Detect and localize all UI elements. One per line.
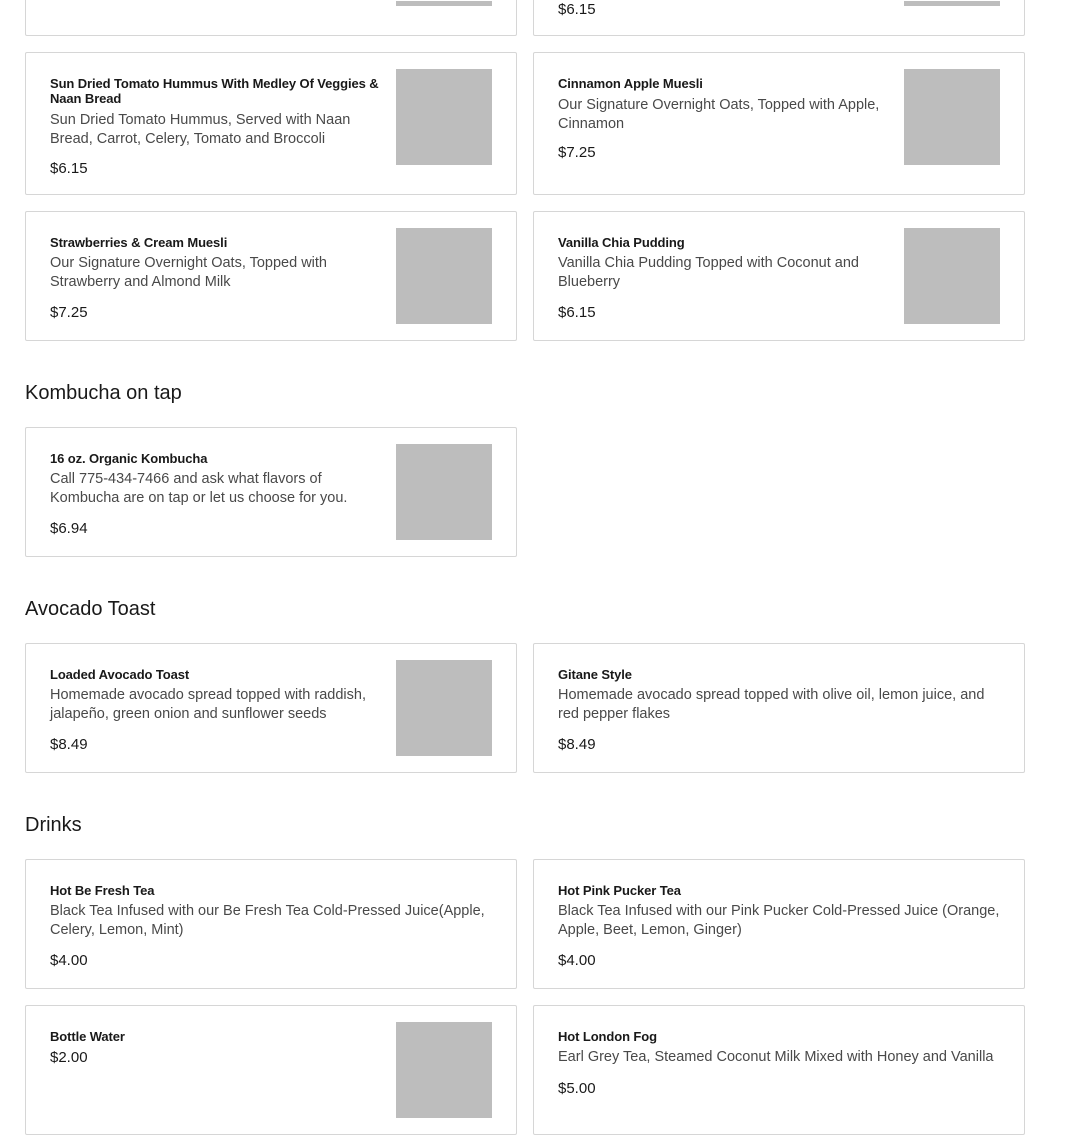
item-description: Homemade avocado spread topped with olive oil, lemon juice, and red pepper flakes: [558, 687, 985, 722]
menu-item-card[interactable]: [25, 643, 517, 773]
menu-item-card[interactable]: [25, 1005, 517, 1135]
item-description: Earl Grey Tea, Steamed Coconut Milk Mixed with Honey and Vanilla: [558, 1049, 994, 1065]
item-description: Black Tea Infused with our Be Fresh Tea Cold-Pressed Juice(Apple, Celery, Lemon, Mint): [50, 903, 485, 938]
item-image: [396, 1, 492, 6]
section-title-avocado-toast: Avocado Toast: [25, 598, 156, 620]
item-price: $6.94: [50, 520, 88, 537]
item-name: Hot Pink Pucker Tea: [558, 883, 681, 898]
menu-item-card[interactable]: [533, 643, 1025, 773]
item-image: [396, 1022, 492, 1118]
menu-item-card[interactable]: [533, 52, 1025, 195]
section-title-kombucha: Kombucha on tap: [25, 382, 182, 404]
item-price: $5.00: [558, 1080, 596, 1097]
item-image: [904, 228, 1000, 324]
item-price: $4.00: [558, 952, 596, 969]
item-image: [396, 228, 492, 324]
item-price: $8.49: [558, 736, 596, 753]
item-price: $6.15: [558, 304, 596, 321]
item-price: $7.25: [558, 144, 596, 161]
menu-item-card[interactable]: [25, 52, 517, 195]
item-description: Our Signature Overnight Oats, Topped with Apple, Cinnamon: [558, 97, 880, 132]
item-description: Sun Dried Tomato Hummus, Served with Naan Bread, Carrot, Celery, Tomato and Broccoli: [50, 112, 351, 147]
item-description: Call 775-434-7466 and ask what flavors of Kombucha are on tap or let us choose for you.: [50, 471, 348, 506]
menu-item-card[interactable]: [25, 211, 517, 341]
item-name: Strawberries & Cream Muesli: [50, 235, 228, 250]
item-price: $8.49: [50, 736, 88, 753]
item-name: 16 oz. Organic Kombucha: [50, 451, 208, 466]
item-name: Bottle Water: [50, 1029, 125, 1044]
menu-item-card[interactable]: [25, 859, 517, 989]
item-image: [396, 444, 492, 540]
item-price: $7.25: [50, 304, 88, 321]
section-title-drinks: Drinks: [25, 814, 82, 836]
item-name: Vanilla Chia Pudding: [558, 235, 685, 250]
item-description: Homemade avocado spread topped with raddish, jalapeño, green onion and sunflower seeds: [50, 687, 366, 722]
item-name: Gitane Style: [558, 667, 632, 682]
item-name: Hot London Fog: [558, 1029, 657, 1044]
item-name: Hot Be Fresh Tea: [50, 883, 155, 898]
item-price: $6.15: [558, 1, 596, 18]
item-name: Cinnamon Apple Muesli: [558, 76, 703, 91]
item-price: $2.00: [50, 1049, 88, 1066]
item-description: Black Tea Infused with our Pink Pucker Cold-Pressed Juice (Orange, Apple, Beet, Lemon, Ginger): [558, 903, 1000, 938]
menu-item-card[interactable]: [533, 211, 1025, 341]
menu-item-card[interactable]: [25, 0, 517, 36]
item-name: Loaded Avocado Toast: [50, 667, 190, 682]
item-image: [396, 69, 492, 165]
menu-item-card[interactable]: [533, 0, 1025, 36]
item-name: Sun Dried Tomato Hummus With Medley Of Veggies & Naan Bread: [50, 76, 379, 106]
item-price: $6.15: [50, 160, 88, 177]
item-price: $4.00: [50, 952, 88, 969]
item-image: [904, 1, 1000, 6]
item-description: Vanilla Chia Pudding Topped with Coconut and Blueberry: [558, 255, 859, 290]
menu-item-card[interactable]: [533, 1005, 1025, 1135]
item-image: [396, 660, 492, 756]
item-image: [904, 69, 1000, 165]
item-description: Our Signature Overnight Oats, Topped with Strawberry and Almond Milk: [50, 255, 327, 290]
menu-item-card[interactable]: [533, 859, 1025, 989]
menu-item-card[interactable]: [25, 427, 517, 557]
